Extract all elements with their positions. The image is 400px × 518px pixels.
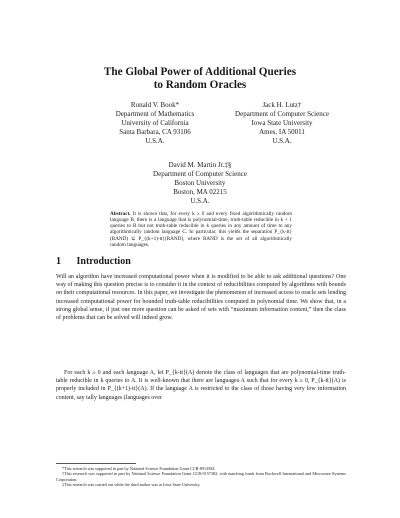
- author-block-2: [222, 101, 342, 146]
- author-city: Santa Barbara, CA 93106: [119, 127, 191, 136]
- footnotes: [56, 466, 346, 488]
- author-dept: Department of Computer Science: [153, 169, 247, 178]
- author-block-1: [100, 101, 210, 146]
- paper-title: [0, 66, 400, 92]
- author-org: Iowa State University: [251, 118, 313, 127]
- section-number: 1: [56, 256, 61, 267]
- footnote-2: †This research was supported in part by National Science Foundation Grant CCR-9157382, with matching funds from Rockwell International and Microware Systems Corporation.: [56, 471, 346, 482]
- author-dept: Department of Mathematics: [115, 109, 195, 118]
- author-dept: Department of Computer Science: [235, 109, 329, 118]
- title-line-2: to Random Oracles: [153, 79, 247, 91]
- footnote-3: ‡This research was carried out while the third author was at Iowa State University.: [62, 482, 201, 488]
- author-country: U.S.A.: [190, 196, 210, 205]
- footnote-rule: [56, 463, 136, 464]
- author-name: David M. Martin Jr.‡§: [168, 161, 232, 169]
- author-org: University of California: [121, 118, 189, 127]
- footnote-1: *This research was supported in part by National Science Foundation Grant CCR-8913584.: [62, 466, 216, 471]
- intro-paragraph-1: Will an algorithm have increased computational power when it is modified to be able to ask additional questions? One way of making this question precise is to consider it in the context of reducibilities computed by algorithms with bounds on their computational resources. In this paper, we investigate the phenomenon of increased access to oracle sets lending increased computational power for bounded truth-table reducibilities computed in polynomial time. We show that, in a strong global sense, if just one more question can be asked of sets with “maximum information content,” then the class of problems that can be solved will indeed grow.: [56, 274, 346, 322]
- section-title: Introduction: [76, 256, 131, 267]
- author-city: Ames, IA 50011: [259, 127, 305, 136]
- intro-paragraph-2: [56, 369, 346, 402]
- author-country: U.S.A.: [145, 136, 165, 145]
- author-city: Boston, MA 02215: [173, 187, 227, 196]
- section-heading: [56, 256, 131, 267]
- abstract-label: Abstract.: [110, 211, 131, 217]
- abstract: [110, 211, 292, 248]
- abstract-text: It is shown that, for every k ≥ 0 and every fixed algorithmically random language B, there is a language that is polynomial-time, truth-table reducible in k + 1 queries to B but not truth-table reducible in k queries in any amount of time to any algorithmically random language C. In particular, this yields the separation P_{k-tt}(RAND) ⊊ P_{(k+1)-tt}(RAND), where RAND is the set of all algorithmically random languages.: [110, 211, 293, 248]
- author-name: Ronald V. Book*: [130, 101, 180, 109]
- title-line-1: The Global Power of Additional Queries: [103, 66, 297, 78]
- intro-paragraph-2-text: For each k ≥ 0 and each language A, let P_{k-tt}(A) denote the class of languages that are polynomial-time truth-table reducible in k queries to A. It is well-known that there are languages A such that for every k ≥ 0, P_{k-tt}(A) is properly included in P_{(k+1)-tt}(A). If the language A is restricted to the class of those having very low information content, say tally languages (languages over: [56, 370, 346, 401]
- author-name: Jack H. Lutz†: [262, 101, 302, 109]
- author-org: Boston University: [174, 178, 226, 187]
- author-block-3: [140, 161, 260, 206]
- author-country: U.S.A.: [272, 136, 292, 145]
